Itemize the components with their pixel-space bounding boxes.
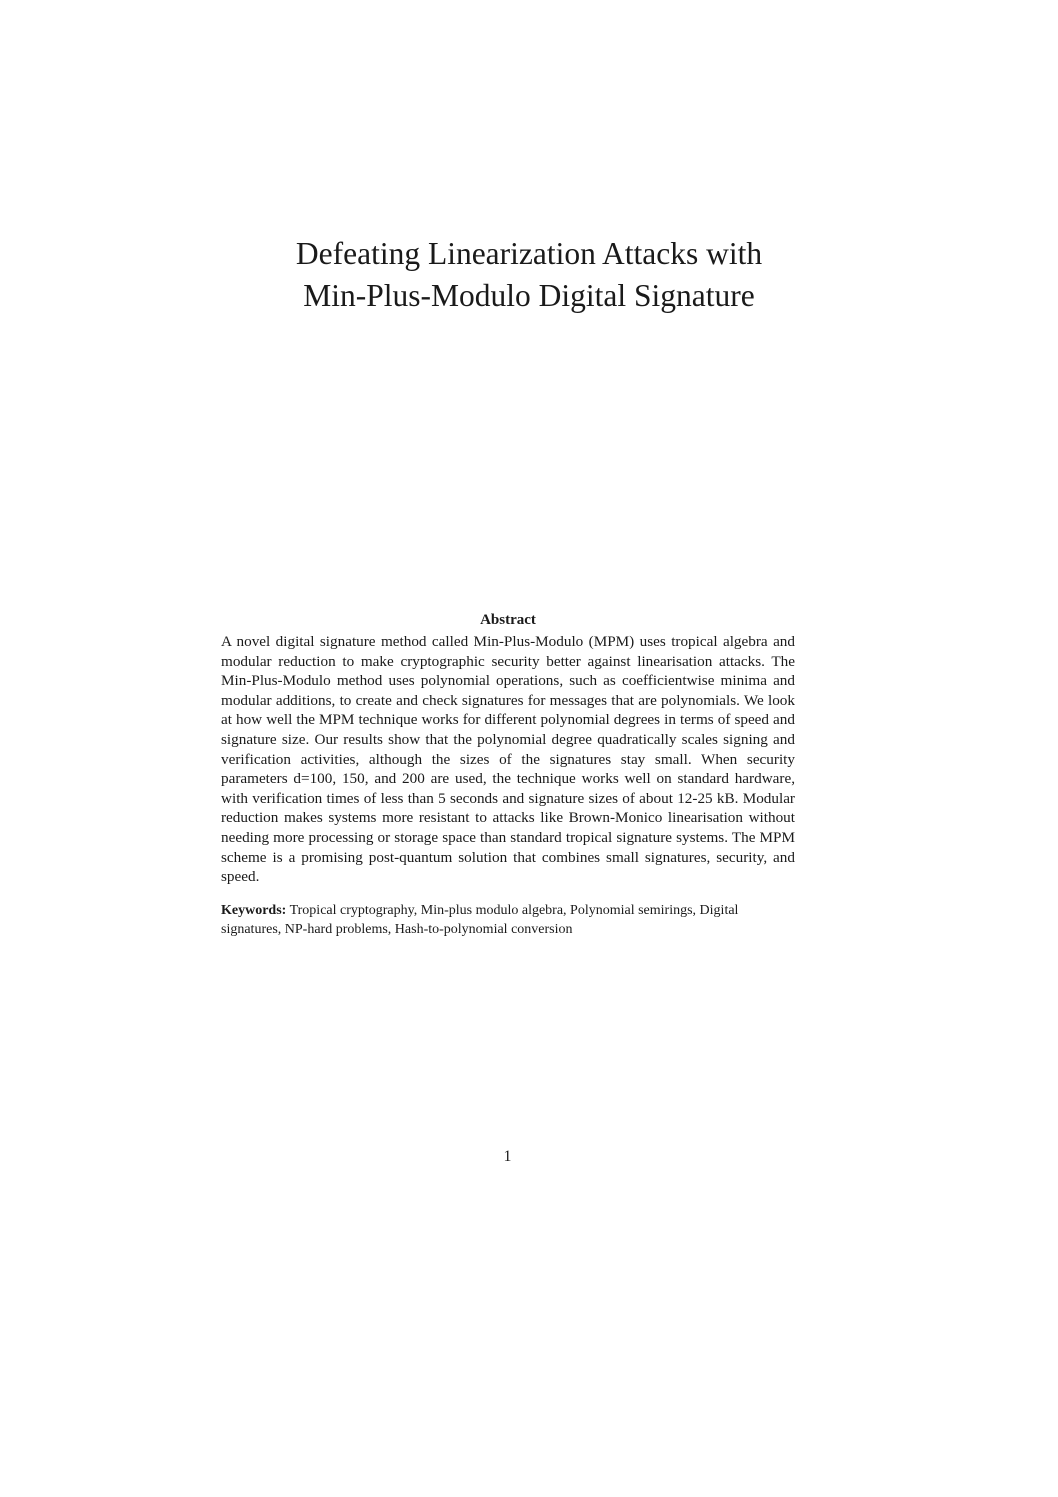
paper-title bbox=[0, 233, 1058, 317]
abstract-section bbox=[221, 610, 795, 939]
abstract-heading: Abstract bbox=[480, 612, 536, 628]
keywords-label: Keywords: bbox=[221, 902, 287, 918]
keywords-paragraph bbox=[221, 901, 795, 939]
paper-title-line-2: Min-Plus-Modulo Digital Signature bbox=[303, 278, 755, 313]
keywords-text: Tropical cryptography, Min-plus modulo algebra, Polynomial semirings, Digital signatures, NP-hard problems, Hash-to-polynomial conversion bbox=[221, 902, 739, 937]
paper-title-line-1: Defeating Linearization Attacks with bbox=[295, 236, 763, 271]
page-number: 1 bbox=[503, 1148, 512, 1165]
abstract-body: A novel digital signature method called Min-Plus-Modulo (MPM) uses tropical algebra and modular reduction to make cryptographic security better against linearisation attacks. The Min-Plus-Modulo method uses polynomial operations, such as coefficientwise minima and modular additions, to create and check signatures for messages that are polynomials. We look at how well the MPM technique works for different polynomial degrees in terms of speed and signature size. Our results show that the polynomial degree quadratically scales signing and verification activities, although the sizes of the signatures stay small. When security parameters d=100, 150, and 200 are used, the technique works well on standard hardware, with verification times of less than 5 seconds and signature sizes of about 12-25 kB. Modular reduction makes systems more resistant to attacks like Brown-Monico linearisation without needing more processing or storage space than standard tropical signature systems. The MPM scheme is a promising post-quantum solution that combines small signatures, security, and speed. bbox=[221, 633, 795, 886]
